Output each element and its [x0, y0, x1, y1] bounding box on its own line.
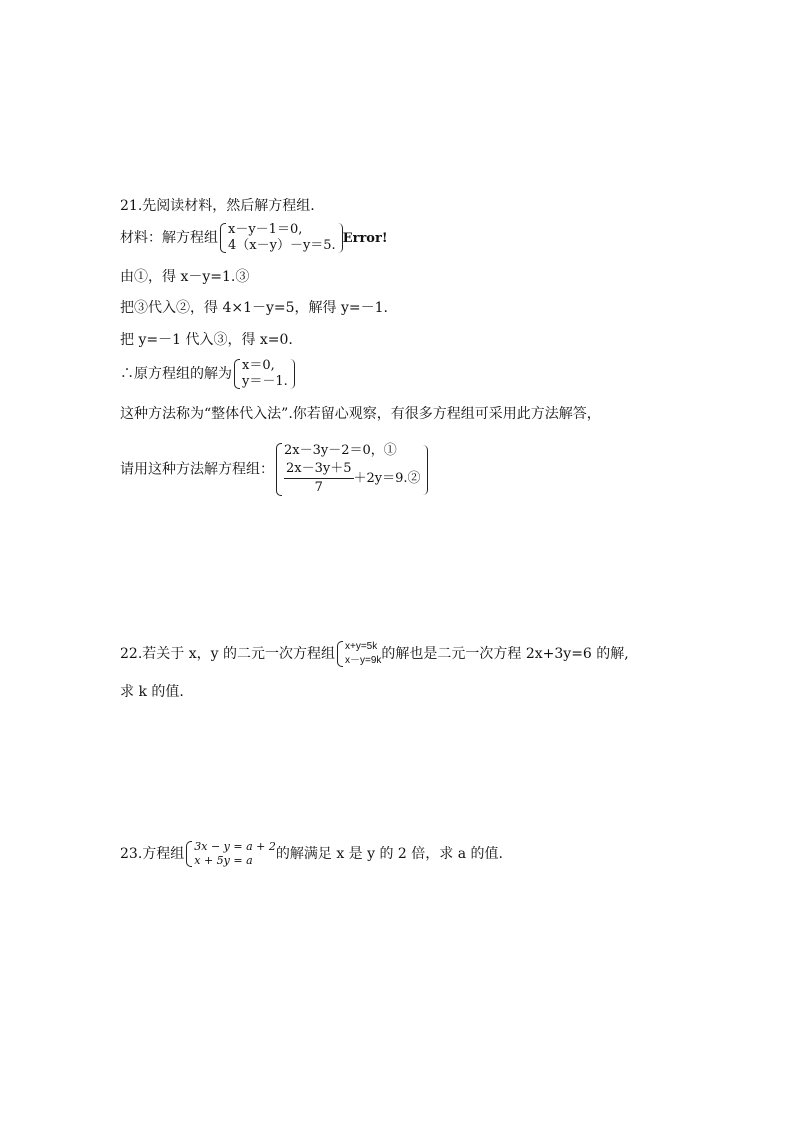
q21-step1: 由①，得 x－y=1.③: [120, 269, 250, 285]
q21-task-frac-num: 2x－3y＋5: [284, 460, 354, 479]
q21-material-line: [120, 222, 388, 254]
q21-task-label: 请用这种方法解方程组：: [120, 461, 274, 478]
q21-step2: 把③代入②，得 4×1－y=5，解得 y=－1.: [120, 300, 388, 316]
q21-material-eq1: x－y－1＝0,: [228, 222, 303, 237]
q23-text-before: 23.方程组: [120, 846, 185, 862]
q21-task-eq1: 2x－3y－2＝0，①: [284, 443, 397, 458]
q23-eq1: 3x − y = a + 2: [194, 840, 276, 853]
q21-conclusion-label: ∴原方程组的解为: [120, 366, 232, 382]
q21-error-text: Error!: [342, 231, 388, 246]
q21-solution-right-paren: [290, 359, 295, 389]
q21-material-eq2: 4（x－y）－y＝5.: [228, 238, 336, 253]
q23-system: [186, 840, 276, 868]
q21-conclusion-line: [120, 358, 295, 390]
q22-eq1: x+y=5k: [344, 641, 378, 652]
q22-eq2: x－y=9k: [344, 655, 382, 666]
q21-step3: 把 y=－1 代入③，得 x=0.: [120, 332, 293, 348]
q22-text-after: 的解也是二元一次方程 2x+3y=6 的解,: [381, 646, 629, 662]
q21-sol-eq1: x＝0,: [242, 358, 275, 373]
q21-task-eq2-rest: ＋2y＝9.②: [353, 471, 421, 486]
q21-sol-eq2: y＝－1.: [242, 374, 288, 389]
q21-material-system: [220, 222, 336, 254]
q21-task-line: [120, 442, 428, 497]
q22-text-before: 22.若关于 x，y 的二元一次方程组: [120, 646, 335, 662]
q21-task-system: [276, 442, 421, 497]
q21-method-text: 这种方法称为“整体代入法”.你若留心观察，有很多方程组可采用此方法解答，: [120, 406, 601, 422]
q21-solution-system: [234, 358, 288, 390]
q23-eq2: x + 5y = a: [194, 854, 253, 867]
q21-material-label: 材料：解方程组: [120, 230, 218, 246]
q23-line: [120, 840, 503, 868]
q22-line1: [120, 640, 629, 668]
q21-task-eq2: [284, 460, 421, 497]
q21-task-frac-den: 7: [314, 480, 323, 495]
q21-title: 21.先阅读材料，然后解方程组.: [120, 198, 315, 214]
q22-system: [337, 640, 381, 668]
q23-text-after: 的解满足 x 是 y 的 2 倍，求 a 的值.: [275, 846, 503, 862]
q22-line2: 求 k 的值.: [120, 684, 184, 700]
q21-task-right-paren: [423, 445, 428, 495]
q21-task-fraction: [284, 460, 354, 497]
